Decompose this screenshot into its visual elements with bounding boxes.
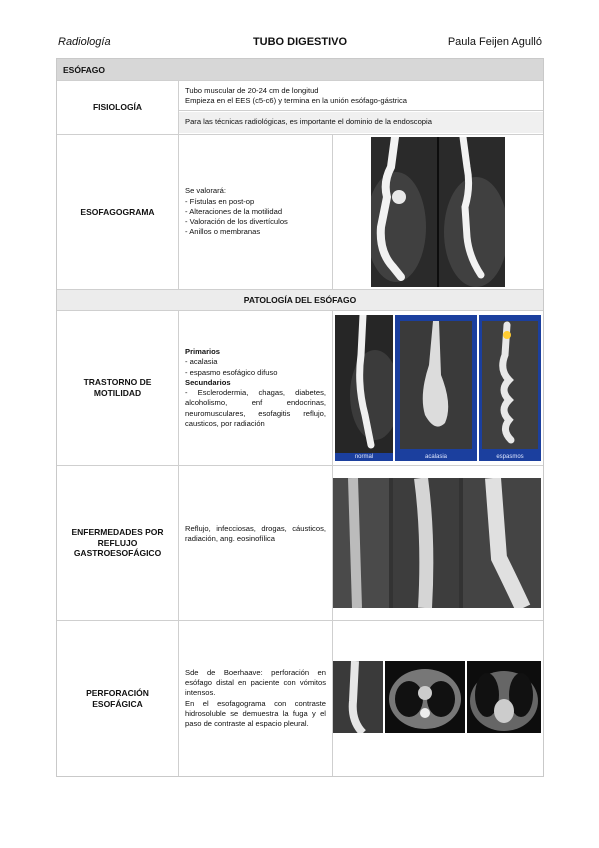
normal-xray-image [335,315,393,461]
row-perforacion [57,621,543,776]
acalasia-xray-image [395,315,477,461]
list-item: - Alteraciones de la motilidad [185,207,326,217]
perforacion-text-cell [179,621,333,776]
row-esofagograma [57,135,543,290]
reflujo-label: ENFERMEDADES POR REFLUJO GASTROESOFÁGICO [57,466,179,620]
esofagogram-xray-image [371,137,505,287]
caption-normal: normal [335,453,393,461]
caption-espasmos: espasmos [479,453,541,461]
reflujo-text: Reflujo, infecciosas, drogas, cáusticos, radiación, ang. eosinofílica [185,524,326,544]
perforacion-ct-image [385,661,465,733]
header-topic: TUBO DIGESTIVO [252,36,348,48]
patologia-title: PATOLOGÍA DEL ESÓFAGO [57,290,543,311]
esofagograma-image-cell [333,135,543,289]
caption-acalasia: acalasia [395,453,477,461]
secundarios-text: - Esclerodermia, chagas, diabetes, alcoholismo, enf endocrinas, neuromusculares, esofagitis reflujo, causticos, por radiación [185,388,326,428]
fisiologia-line2: Empieza en el EES (c5-c6) y termina en la unión esófago-gástrica [185,96,408,106]
row-fisiologia [57,81,543,135]
secundarios-title: Secundarios [185,377,231,387]
page-header [58,36,542,52]
esofagograma-intro: Se valorará: [185,186,226,196]
perforacion-coronal-ct-image [467,661,541,733]
list-item: - acalasia [185,357,326,367]
perforacion-xray-image [333,661,383,733]
reflujo-xray-image [333,478,541,608]
fisiologia-label: FISIOLOGÍA [57,81,179,134]
fisiologia-note: Para las técnicas radiológicas, es importante el dominio de la endoscopia [179,112,543,133]
reflujo-image-cell [333,466,543,620]
esofagograma-text [179,135,333,289]
perforacion-text2: En el esofagograma con contraste hidrosoluble se demuestra la fuga y el paso de contraste al espacio pleural. [185,698,326,728]
motilidad-image-cell [333,311,543,465]
motilidad-label: TRASTORNO DE MOTILIDAD [57,311,179,465]
esofagograma-list [185,197,326,238]
list-item: - Valoración de los divertículos [185,217,326,227]
notes-table [56,58,544,777]
row-reflujo [57,466,543,621]
header-author: Paula Feijen Agulló [447,36,542,48]
perforacion-label: PERFORACIÓN ESOFÁGICA [57,621,179,776]
header-subject: Radiología [58,36,111,48]
section-title: ESÓFAGO [57,59,543,81]
perforacion-image-cell [333,621,543,776]
espasmos-xray-image [479,315,541,461]
esofagograma-label: ESOFAGOGRAMA [57,135,179,289]
reflujo-text-cell [179,466,333,620]
motilidad-text [179,311,333,465]
row-motilidad [57,311,543,466]
list-item: - Fístulas en post-op [185,197,326,207]
fisiologia-line1: Tubo muscular de 20-24 cm de longitud [185,86,319,95]
list-item: - espasmo esofágico difuso [185,368,326,378]
primarios-list [185,357,326,378]
perforacion-text1: Sde de Boerhaave: perforación en esófago distal en paciente con vómitos intensos. [185,667,326,698]
primarios-title: Primarios [185,347,221,356]
list-item: - Anillos o membranas [185,227,326,237]
fisiologia-text [179,81,543,111]
